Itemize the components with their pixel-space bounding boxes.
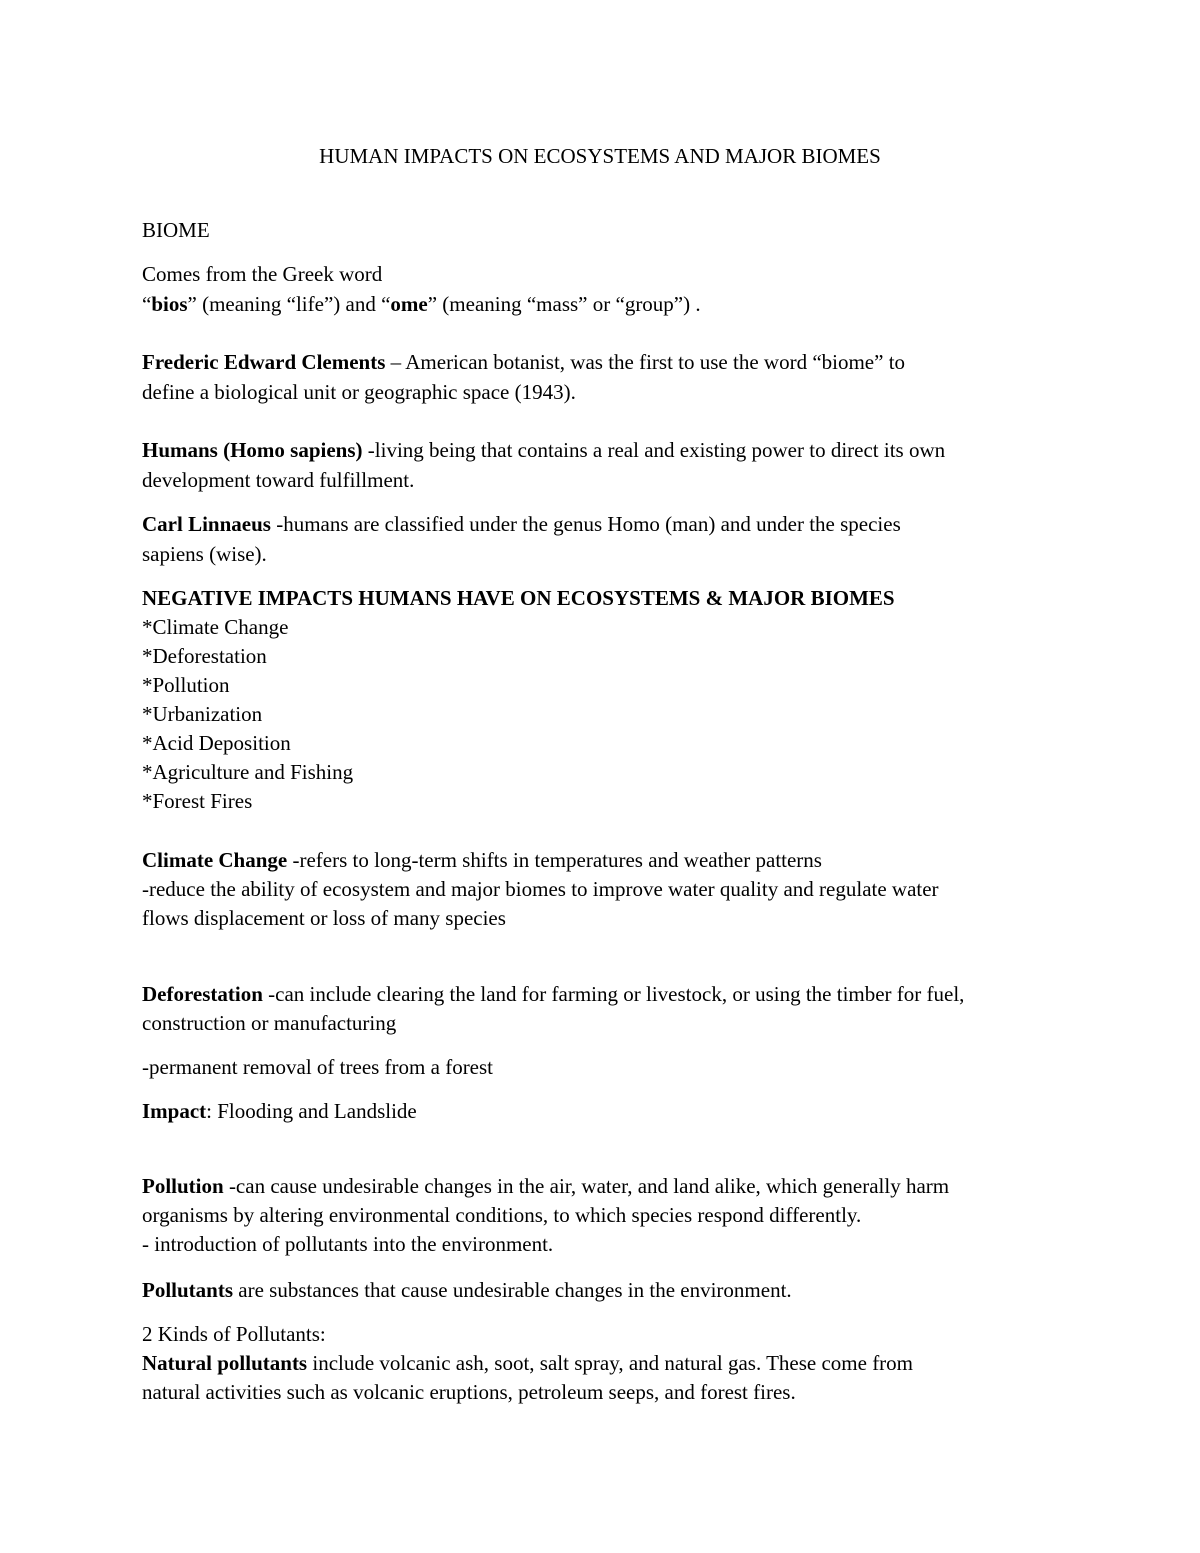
biome-etymology-line <box>142 290 701 319</box>
humans-line-1 <box>142 436 945 465</box>
list-item: *Agriculture and Fishing <box>142 760 354 784</box>
pollutants-text: are substances that cause undesirable changes in the environment. <box>233 1278 792 1302</box>
etymology-text-end: ” (meaning “mass” or “group”) . <box>427 292 701 316</box>
term-ome: ome <box>390 292 428 316</box>
climate-line-1 <box>142 846 822 875</box>
deforestation-term: Deforestation <box>142 982 263 1006</box>
list-item: *Deforestation <box>142 644 267 668</box>
pollutants-term: Pollutants <box>142 1278 234 1302</box>
negative-impacts-heading-text: NEGATIVE IMPACTS HUMANS HAVE ON ECOSYSTEMS & MAJOR BIOMES <box>142 586 895 610</box>
page-title: HUMAN IMPACTS ON ECOSYSTEMS AND MAJOR BIOMES <box>319 144 881 168</box>
pollutant-kinds-heading: 2 Kinds of Pollutants: <box>142 1322 326 1346</box>
pollution-text: -can cause undesirable changes in the air, water, and land alike, which generally harm <box>223 1174 950 1198</box>
humans-line-2: development toward fulfillment. <box>142 468 415 492</box>
list-item: *Pollution <box>142 673 230 697</box>
pollutants-line <box>142 1276 792 1305</box>
pollution-line-2: organisms by altering environmental conditions, to which species respond differently. <box>142 1203 862 1227</box>
natural-pollutants-text: include volcanic ash, soot, salt spray, and natural gas. These come from <box>307 1351 914 1375</box>
deforestation-impact-line <box>142 1097 417 1126</box>
deforestation-line-1 <box>142 980 964 1009</box>
clements-line-1 <box>142 348 905 377</box>
impact-label: Impact <box>142 1099 207 1123</box>
clements-line-2: define a biological unit or geographic space (1943). <box>142 380 576 404</box>
linnaeus-name: Carl Linnaeus <box>142 512 271 536</box>
impact-text: : Flooding and Landslide <box>206 1099 417 1123</box>
pollution-line-1 <box>142 1172 949 1201</box>
clements-name: Frederic Edward Clements <box>142 350 386 374</box>
quote-mark: “ <box>142 292 152 316</box>
deforestation-text: -can include clearing the land for farming or livestock, or using the timber for fuel, <box>262 982 965 1006</box>
deforestation-line-3: -permanent removal of trees from a forest <box>142 1055 494 1079</box>
humans-text: -living being that contains a real and existing power to direct its own <box>362 438 946 462</box>
clements-text: – American botanist, was the first to use the word “biome” to <box>385 350 906 374</box>
climate-line-3: flows displacement or loss of many species <box>142 906 506 930</box>
natural-pollutants-line-2: natural activities such as volcanic eruptions, petroleum seeps, and forest fires. <box>142 1380 796 1404</box>
pollution-line-3: - introduction of pollutants into the environment. <box>142 1232 554 1256</box>
natural-pollutants-term: Natural pollutants <box>142 1351 308 1375</box>
linnaeus-text: -humans are classified under the genus Homo (man) and under the species <box>270 512 901 536</box>
negative-impacts-heading <box>142 584 895 613</box>
list-item: *Forest Fires <box>142 789 253 813</box>
climate-line-2: -reduce the ability of ecosystem and major biomes to improve water quality and regulate water <box>142 877 939 901</box>
natural-pollutants-line-1 <box>142 1349 913 1378</box>
linnaeus-line-1 <box>142 510 901 539</box>
pollution-term: Pollution <box>142 1174 224 1198</box>
term-bios: bios <box>151 292 188 316</box>
climate-text: -refers to long-term shifts in temperatures and weather patterns <box>287 848 822 872</box>
deforestation-line-2: construction or manufacturing <box>142 1011 397 1035</box>
biome-heading: BIOME <box>142 218 210 242</box>
list-item: *Acid Deposition <box>142 731 291 755</box>
humans-term: Humans (Homo sapiens) <box>142 438 363 462</box>
list-item: *Urbanization <box>142 702 263 726</box>
list-item: *Climate Change <box>142 615 289 639</box>
climate-term: Climate Change <box>142 848 288 872</box>
biome-origin-line: Comes from the Greek word <box>142 262 383 286</box>
etymology-text: ” (meaning “life”) and “ <box>187 292 391 316</box>
linnaeus-line-2: sapiens (wise). <box>142 542 267 566</box>
